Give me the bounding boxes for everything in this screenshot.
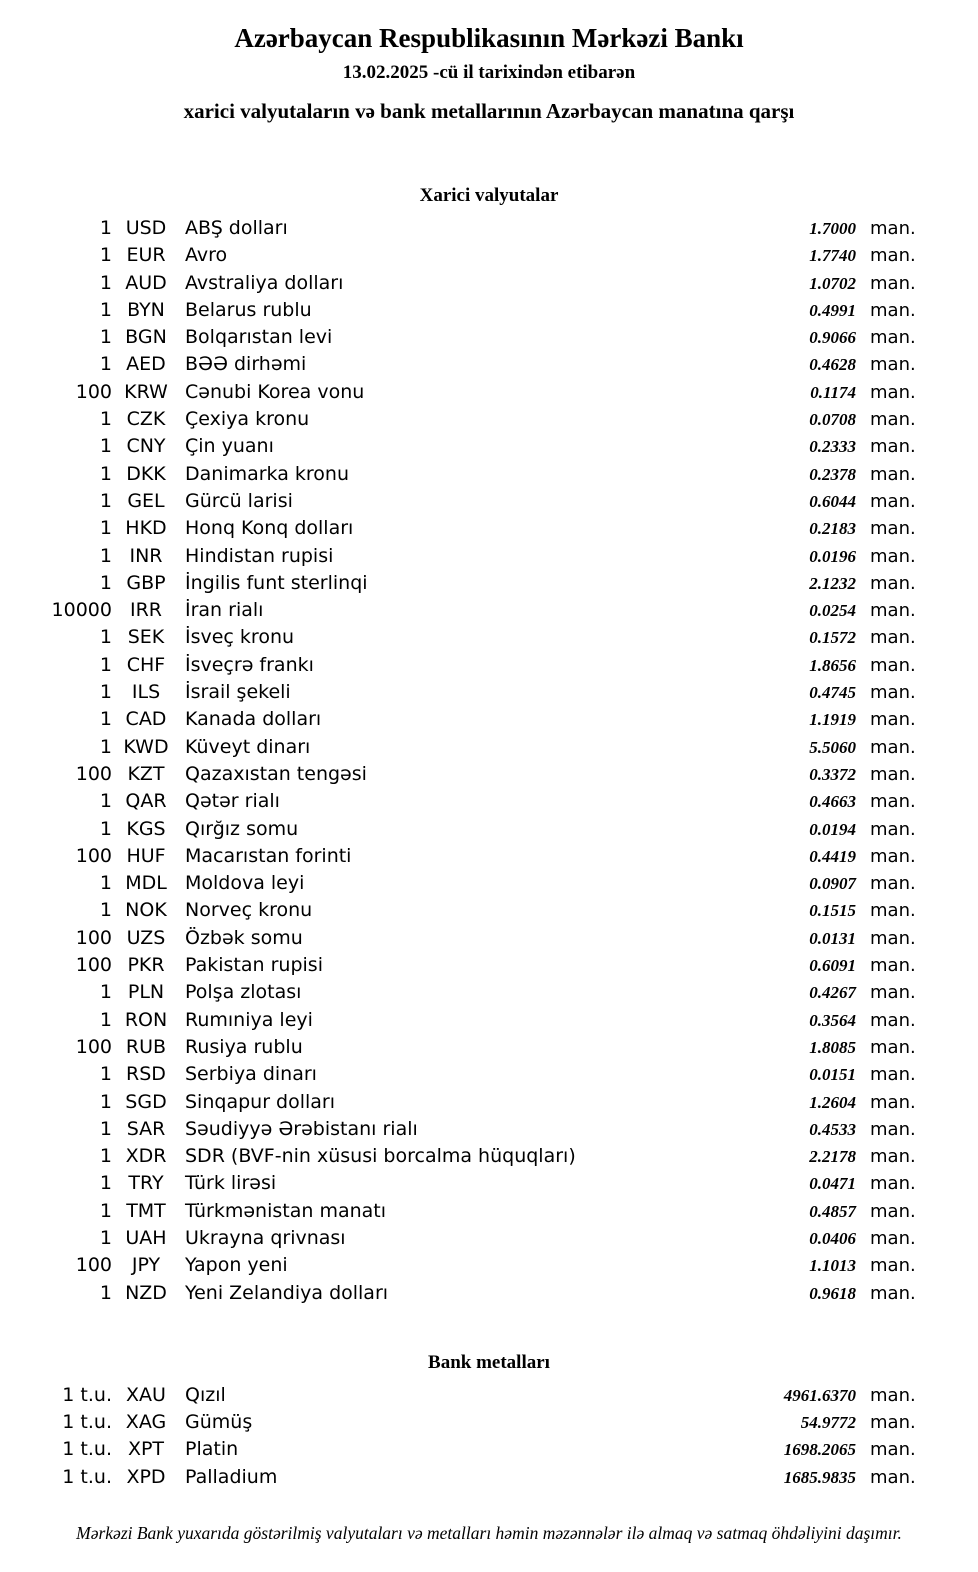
quantity-value: 1 (99, 981, 112, 1004)
currency-name: Ukrayna qrivnası (185, 1226, 346, 1249)
rate-row (0, 1254, 978, 1281)
currency-code: CZK (126, 408, 166, 431)
rate-value: 0.4991 (809, 300, 856, 320)
currency-name: Qazaxıstan tengəsi (185, 762, 367, 785)
quantity-value: 1 (99, 326, 112, 349)
quantity-value: 1 (99, 1145, 112, 1168)
unit-label: man. (870, 1200, 916, 1222)
unit-label: man. (870, 927, 916, 949)
currency-code: KZT (127, 762, 165, 785)
unit-label: man. (870, 436, 916, 458)
rate-value: 0.2183 (809, 519, 856, 539)
rate-value: 1685.9835 (783, 1467, 856, 1487)
rate-value: 2.1232 (809, 573, 856, 593)
quantity-value: 1 (99, 489, 112, 512)
quantity-value: 1 (99, 517, 112, 540)
rate-value: 1.7740 (809, 246, 856, 266)
unit-label: man. (870, 1412, 916, 1434)
unit-label: man. (870, 272, 916, 294)
currency-name: Norveç kronu (185, 899, 313, 922)
unit-label: man. (870, 900, 916, 922)
currency-code: UAH (125, 1226, 167, 1249)
unit-label: man. (870, 354, 916, 376)
unit-label: man. (870, 1009, 916, 1031)
currency-name: Palladium (185, 1465, 278, 1488)
unit-label: man. (870, 1091, 916, 1113)
quantity-value: 1 (99, 1008, 112, 1031)
unit-label: man. (870, 572, 916, 594)
currency-code: NZD (125, 1281, 167, 1304)
currency-name: İsveçrə frankı (185, 653, 314, 676)
unit-label: man. (870, 709, 916, 731)
currency-name: Honq Konq dolları (185, 517, 354, 540)
currency-code: QAR (125, 790, 167, 813)
rate-value: 0.4419 (809, 846, 856, 866)
quantity-value: 1 (99, 544, 112, 567)
disclaimer-text: Mərkəzi Bank yuxarıda göstərilmiş valyutaları və metalları həmin məzənnələr ilə almaq və satmaq öhdəliyini daşımır. (76, 1523, 902, 1544)
rate-value: 0.9618 (809, 1283, 856, 1303)
rate-value: 1.7000 (809, 219, 856, 238)
rate-value: 0.4533 (809, 1119, 856, 1139)
rate-row (0, 818, 978, 845)
rate-value: 0.0196 (809, 546, 856, 566)
rate-value: 0.1572 (809, 628, 856, 648)
rate-value: 0.4857 (809, 1201, 856, 1221)
currency-name: ABŞ dolları (185, 217, 288, 239)
quantity-value: 100 (75, 844, 112, 867)
quantity-value: 1 (99, 790, 112, 813)
currency-code: BGN (125, 326, 167, 349)
rate-row (0, 736, 978, 763)
currency-name: Özbək somu (185, 926, 303, 949)
unit-label: man. (870, 1118, 916, 1140)
currency-code: PLN (127, 981, 165, 1004)
currency-code: ILS (131, 681, 161, 704)
unit-label: man. (870, 682, 916, 704)
currency-code: SAR (126, 1117, 166, 1140)
rate-row (0, 1438, 978, 1465)
unit-label: man. (870, 327, 916, 349)
quantity-value: 1 (99, 1199, 112, 1222)
rate-value: 0.6044 (809, 491, 856, 511)
unit-label: man. (870, 1466, 916, 1488)
quantity-value: 1 (99, 626, 112, 649)
currency-name: Serbiya dinarı (185, 1063, 317, 1086)
currency-code: SGD (125, 1090, 167, 1113)
currency-code: RSD (126, 1063, 166, 1086)
rate-value: 0.4267 (809, 983, 856, 1003)
quantity-value: 100 (75, 762, 112, 785)
quantity-value: 1 (99, 408, 112, 431)
rate-row (0, 353, 978, 380)
currency-code: CAD (125, 708, 167, 731)
rate-row (0, 381, 978, 408)
rate-row (0, 1063, 978, 1090)
currency-name: Moldova leyi (185, 872, 305, 895)
quantity-value: 1 (99, 872, 112, 895)
quantity-value: 1 (99, 1226, 112, 1249)
currency-name: Türkmənistan manatı (185, 1199, 387, 1222)
currency-name: Danimarka kronu (185, 462, 350, 485)
currency-name: Cənubi Korea vonu (185, 380, 365, 403)
quantity-value: 1 (99, 1281, 112, 1304)
unit-label: man. (870, 1036, 916, 1058)
unit-label: man. (870, 463, 916, 485)
rate-row (0, 217, 978, 244)
quantity-value: 1 (99, 708, 112, 731)
currency-name: SDR (BVF-nin xüsusi borcalma hüquqları) (185, 1145, 576, 1168)
unit-label: man. (870, 1255, 916, 1277)
rate-row (0, 435, 978, 462)
quantity-value: 1 (99, 1172, 112, 1195)
rate-row (0, 681, 978, 708)
rate-row (0, 326, 978, 353)
rate-row (0, 1466, 978, 1493)
currency-code: GEL (127, 489, 165, 512)
quantity-value: 1 (99, 1117, 112, 1140)
page-subtitle: xarici valyutaların və bank metallarının Azərbaycan manatına qarşı (183, 99, 795, 123)
currency-code: XAU (126, 1383, 166, 1406)
rate-value: 1.8656 (809, 655, 856, 675)
currency-code: XPD (126, 1465, 166, 1488)
quantity-value: 1 t.u. (62, 1438, 112, 1461)
currency-code: RON (124, 1008, 168, 1031)
currency-code: AED (126, 353, 166, 376)
rate-row (0, 1384, 978, 1411)
unit-label: man. (870, 736, 916, 758)
currency-name: Qırğız somu (185, 817, 299, 840)
currency-name: İsrail şekeli (185, 681, 291, 704)
quantity-value: 1 t.u. (62, 1411, 112, 1434)
rate-value: 0.0194 (809, 819, 856, 839)
currency-name: Belarus rublu (185, 298, 312, 321)
quantity-value: 1 t.u. (62, 1383, 112, 1406)
rate-row (0, 1118, 978, 1145)
rate-row (0, 954, 978, 981)
rate-value: 0.1515 (809, 901, 856, 921)
currency-name: İsveç kronu (185, 626, 295, 649)
currency-name: Yapon yeni (185, 1254, 288, 1277)
currency-name: BƏƏ dirhəmi (185, 353, 307, 376)
currency-name: Yeni Zelandiya dolları (185, 1281, 389, 1304)
rate-row (0, 463, 978, 490)
quantity-value: 1 (99, 681, 112, 704)
rate-row (0, 490, 978, 517)
rate-row (0, 517, 978, 544)
rate-value: 0.2378 (809, 464, 856, 484)
currency-name: Hindistan rupisi (185, 544, 334, 567)
unit-label: man. (870, 845, 916, 867)
rate-value: 0.0151 (809, 1065, 856, 1085)
quantity-value: 1 (99, 353, 112, 376)
unit-label: man. (870, 818, 916, 840)
currency-code: TRY (128, 1172, 164, 1195)
currency-name: Çin yuanı (185, 435, 274, 458)
unit-label: man. (870, 218, 916, 239)
rate-value: 1698.2065 (783, 1440, 856, 1460)
currency-name: Avro (185, 244, 228, 267)
unit-label: man. (870, 791, 916, 813)
currency-code: EUR (126, 244, 166, 267)
currency-code: JPY (131, 1254, 161, 1277)
rate-value: 0.1174 (810, 382, 856, 402)
rate-row (0, 1282, 978, 1309)
metals-section-heading: Bank metalları (428, 1351, 550, 1373)
quantity-value: 100 (75, 954, 112, 977)
rate-row (0, 299, 978, 326)
rate-row (0, 708, 978, 735)
currency-code: KGS (126, 817, 166, 840)
currency-code: NOK (125, 899, 167, 922)
unit-label: man. (870, 1146, 916, 1168)
rate-row (0, 599, 978, 626)
currency-name: Sinqapur dolları (185, 1090, 336, 1113)
rate-value: 1.2604 (809, 1092, 856, 1112)
rate-row (0, 1145, 978, 1172)
unit-label: man. (870, 490, 916, 512)
currency-name: Gümüş (185, 1411, 253, 1434)
quantity-value: 100 (75, 926, 112, 949)
currency-code: TMT (126, 1199, 166, 1222)
rate-value: 1.1919 (809, 710, 856, 730)
currency-code: MDL (125, 872, 167, 895)
unit-label: man. (870, 763, 916, 785)
currency-code: AUD (125, 271, 167, 294)
currency-code: INR (129, 544, 163, 567)
currency-name: Qətər rialı (185, 790, 280, 813)
unit-label: man. (870, 1227, 916, 1249)
quantity-value: 1 (99, 571, 112, 594)
currency-rate-list (0, 217, 978, 1309)
rate-value: 0.0406 (809, 1228, 856, 1248)
currency-name: Kanada dolları (185, 708, 322, 731)
unit-label: man. (870, 299, 916, 321)
rate-value: 0.0131 (809, 928, 856, 948)
rate-row (0, 899, 978, 926)
rate-row (0, 272, 978, 299)
currency-code: XDR (125, 1145, 167, 1168)
currency-name: Platin (185, 1438, 239, 1461)
rate-row (0, 244, 978, 271)
rate-value: 0.0254 (809, 601, 856, 621)
rate-value: 1.8085 (809, 1037, 856, 1057)
unit-label: man. (870, 600, 916, 622)
currency-name: İngilis funt sterlinqi (185, 571, 368, 594)
metal-rate-list (0, 1384, 978, 1493)
quantity-value: 1 (99, 298, 112, 321)
currency-name: İran rialı (185, 599, 264, 622)
rate-value: 0.6091 (809, 956, 856, 976)
currency-name: Pakistan rupisi (185, 954, 323, 977)
currency-code: UZS (126, 926, 166, 949)
currency-code: CHF (126, 653, 166, 676)
rate-value: 1.1013 (809, 1256, 856, 1276)
rate-value: 0.0471 (809, 1174, 856, 1194)
currency-code: GBP (126, 571, 166, 594)
unit-label: man. (870, 654, 916, 676)
rate-row (0, 1411, 978, 1438)
rate-value: 54.9772 (800, 1413, 856, 1433)
rate-value: 2.2178 (809, 1147, 856, 1167)
rate-row (0, 572, 978, 599)
rate-value: 4961.6370 (783, 1385, 856, 1405)
currency-code: RUB (125, 1035, 167, 1058)
currency-code: BYN (127, 298, 165, 321)
rate-row (0, 1091, 978, 1118)
currency-code: CNY (126, 435, 166, 458)
quantity-value: 1 (99, 271, 112, 294)
quantity-value: 100 (75, 1254, 112, 1277)
rate-value: 0.4628 (809, 355, 856, 375)
rate-row (0, 654, 978, 681)
rate-row (0, 1172, 978, 1199)
quantity-value: 10000 (51, 599, 112, 622)
quantity-value: 1 (99, 1063, 112, 1086)
currency-name: Səudiyyə Ərəbistanı rialı (185, 1117, 418, 1140)
rate-row (0, 1227, 978, 1254)
currency-name: Rusiya rublu (185, 1035, 303, 1058)
unit-label: man. (870, 381, 916, 403)
quantity-value: 1 (99, 653, 112, 676)
rate-row (0, 1200, 978, 1227)
rate-value: 1.0702 (809, 273, 856, 293)
rate-row (0, 408, 978, 435)
currency-name: Gürcü larisi (185, 489, 293, 512)
currency-name: Küveyt dinarı (185, 735, 311, 758)
currency-code: USD (125, 217, 167, 239)
unit-label: man. (870, 545, 916, 567)
currency-code: DKK (126, 462, 166, 485)
quantity-value: 1 (99, 244, 112, 267)
quantity-value: 1 t.u. (62, 1465, 112, 1488)
currency-name: Macarıstan forinti (185, 844, 352, 867)
unit-label: man. (870, 1384, 916, 1406)
unit-label: man. (870, 982, 916, 1004)
rate-value: 5.5060 (809, 737, 856, 757)
rate-value: 0.4745 (809, 683, 856, 703)
unit-label: man. (870, 627, 916, 649)
currencies-section-heading: Xarici valyutalar (419, 185, 559, 206)
rate-value: 0.4663 (809, 792, 856, 812)
quantity-value: 1 (99, 462, 112, 485)
currency-code: HKD (125, 517, 167, 540)
quantity-value: 100 (75, 380, 112, 403)
currency-name: Bolqarıstan levi (185, 326, 333, 349)
rate-value: 0.3564 (809, 1010, 856, 1030)
rate-row (0, 845, 978, 872)
rate-value: 0.0907 (809, 874, 856, 894)
currency-code: XPT (127, 1438, 165, 1461)
currency-name: Çexiya kronu (185, 408, 310, 431)
unit-label: man. (870, 518, 916, 540)
rate-row (0, 790, 978, 817)
quantity-value: 1 (99, 735, 112, 758)
unit-label: man. (870, 873, 916, 895)
rate-row (0, 927, 978, 954)
currency-name: Türk lirəsi (185, 1172, 277, 1195)
quantity-value: 1 (99, 1090, 112, 1113)
unit-label: man. (870, 1282, 916, 1304)
unit-label: man. (870, 409, 916, 431)
quantity-value: 1 (99, 899, 112, 922)
rate-row (0, 1009, 978, 1036)
quantity-value: 1 (99, 217, 112, 239)
quantity-value: 1 (99, 435, 112, 458)
currency-code: PKR (127, 954, 165, 977)
rate-value: 0.0708 (809, 410, 856, 430)
quantity-value: 100 (75, 1035, 112, 1058)
currency-name: Avstraliya dolları (185, 271, 344, 294)
currency-code: IRR (129, 599, 162, 622)
rate-row (0, 1036, 978, 1063)
effective-date-line: 13.02.2025 -cü il tarixindən etibarən (342, 62, 636, 83)
quantity-value: 1 (99, 817, 112, 840)
unit-label: man. (870, 955, 916, 977)
unit-label: man. (870, 1064, 916, 1086)
rate-row (0, 981, 978, 1008)
rate-row (0, 545, 978, 572)
currency-code: XAG (125, 1411, 167, 1434)
rate-row (0, 763, 978, 790)
rate-value: 0.9066 (809, 328, 856, 348)
unit-label: man. (870, 245, 916, 267)
currency-name: Qızıl (185, 1383, 226, 1406)
currency-name: Polşa zlotası (185, 981, 302, 1004)
currency-code: SEK (127, 626, 165, 649)
rate-row (0, 626, 978, 653)
currency-code: HUF (126, 844, 166, 867)
currency-code: KRW (124, 380, 168, 403)
page-title: Azərbaycan Respublikasının Mərkəzi Bankı (234, 23, 744, 53)
rate-value: 0.3372 (809, 764, 856, 784)
rate-value: 0.2333 (809, 437, 856, 457)
unit-label: man. (870, 1439, 916, 1461)
rate-row (0, 872, 978, 899)
currency-code: KWD (123, 735, 169, 758)
currency-name: Rumıniya leyi (185, 1008, 313, 1031)
unit-label: man. (870, 1173, 916, 1195)
